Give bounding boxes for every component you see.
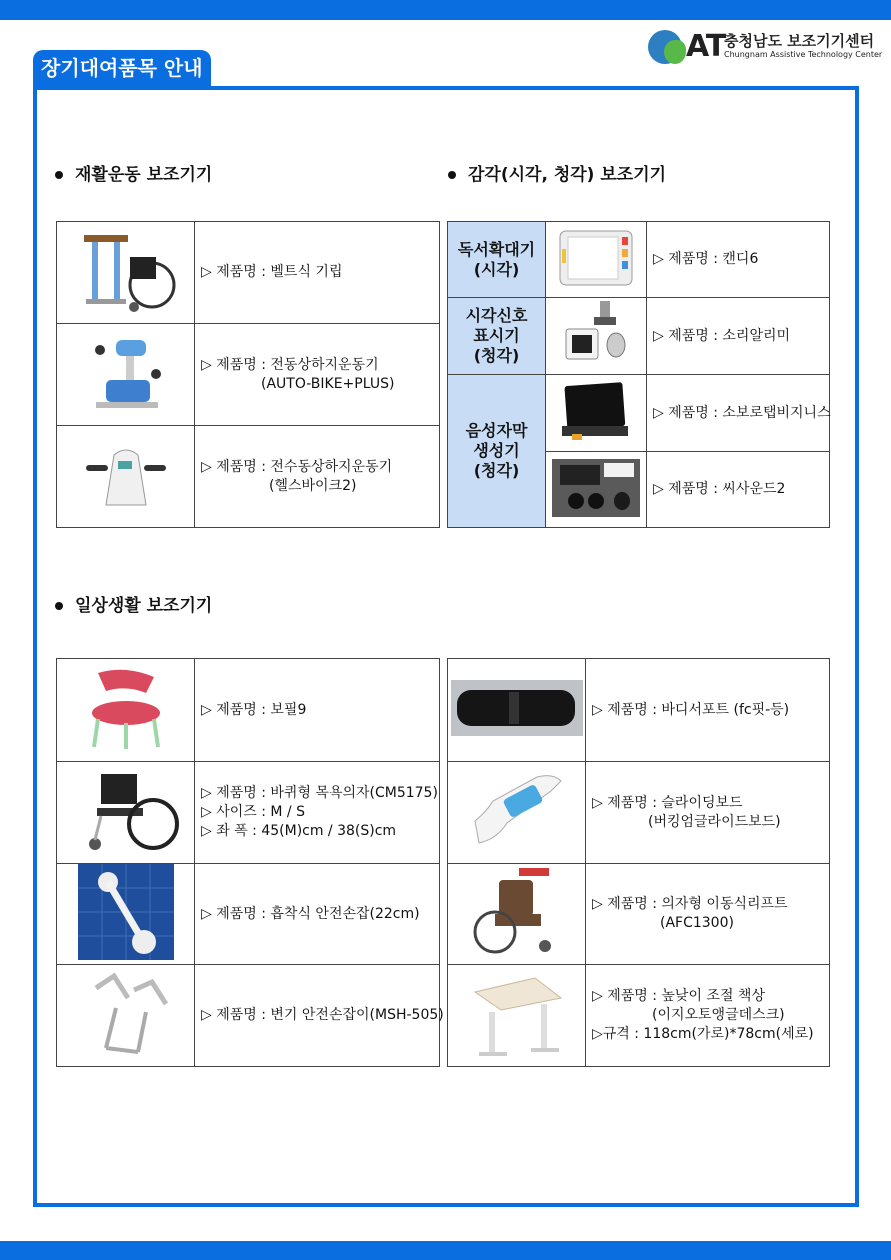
product-desc	[195, 762, 440, 864]
desc-line: ▷규격 : 118cm(가로)*78cm(세로)	[592, 1026, 814, 1042]
bath-chair-icon	[76, 665, 176, 751]
table-row	[448, 659, 830, 762]
body-support-icon	[451, 680, 583, 736]
desc-line: ▷ 제품명 : 흡착식 안전손잡(22cm)	[201, 905, 420, 922]
top-bar	[0, 0, 891, 20]
sliding-board-icon	[467, 771, 567, 851]
table-row	[57, 762, 440, 864]
desc-line: ▷ 제품명 : 씨사운드2	[653, 481, 786, 497]
table-row	[57, 864, 440, 965]
desc-line: ▷ 제품명 : 슬라이딩보드	[592, 794, 743, 811]
product-desc	[195, 324, 440, 426]
desc-line: ▷ 제품명 : 변기 안전손잡이(MSH-505)	[201, 1007, 444, 1023]
desc-line: (AUTO-BIKE+PLUS)	[261, 375, 395, 392]
product-desc	[647, 222, 830, 298]
bullet-icon	[55, 171, 63, 179]
logo-name-ko: 충청남도 보조기기센터	[724, 32, 875, 50]
product-desc	[195, 659, 440, 762]
product-image-cell	[546, 298, 647, 375]
desc-line: ▷ 제품명 : 바퀴형 목욕의자(CM5175)	[201, 785, 438, 801]
desc-line: (헬스바이크2)	[269, 477, 357, 494]
section-sensory-label: 감각(시각, 청각) 보조기기	[468, 165, 667, 185]
motor-exerciser-icon	[76, 330, 176, 416]
category-magnifier: 독서확대기 (시각)	[448, 222, 546, 298]
daily-left-table	[56, 658, 444, 1067]
pedal-exerciser-icon	[76, 435, 176, 515]
product-desc	[647, 298, 830, 375]
product-desc	[647, 452, 830, 528]
glasses-kit-icon	[550, 457, 642, 519]
product-image-cell	[57, 659, 195, 762]
section-rehab-label: 재활운동 보조기기	[75, 165, 213, 185]
product-desc	[195, 864, 440, 965]
product-desc	[586, 762, 830, 864]
product-desc	[195, 965, 444, 1067]
table-row	[57, 324, 440, 426]
product-image-cell	[57, 864, 195, 965]
lift-chair-icon	[469, 866, 565, 958]
desc-line: ▷ 제품명 : 바디서포트 (fc핏-등)	[592, 701, 790, 718]
category-caption: 음성자막 생성기 (청각)	[448, 375, 546, 528]
toilet-rail-icon	[76, 968, 176, 1060]
product-desc	[195, 222, 440, 324]
product-image-cell	[57, 965, 195, 1067]
desc-line: ▷ 제품명 : 소리알리미	[653, 327, 791, 344]
desc-line: (AFC1300)	[660, 915, 734, 931]
product-image-cell	[57, 762, 195, 864]
bottom-bar	[0, 1241, 891, 1260]
desc-line: ▷ 제품명 : 캔디6	[653, 251, 759, 267]
product-desc	[647, 375, 830, 452]
center-logo	[648, 28, 888, 68]
bullet-icon	[448, 171, 456, 179]
logo-at: AT	[686, 29, 726, 64]
magnifier-device-icon	[556, 227, 636, 289]
desc-line: ▷ 제품명 : 벨트식 기립	[201, 264, 343, 280]
product-image-cell	[546, 375, 647, 452]
section-daily	[55, 591, 212, 616]
tablet-icon	[558, 378, 634, 444]
product-image-cell	[546, 452, 647, 528]
product-image-cell	[57, 426, 195, 528]
table-row	[448, 864, 830, 965]
desc-line: ▷ 사이즈 : M / S	[201, 804, 305, 820]
product-desc	[586, 965, 830, 1067]
table-row	[57, 222, 440, 324]
desc-line: ▷ 좌 폭 : 45(M)cm / 38(S)cm	[201, 823, 397, 839]
table-row	[57, 965, 440, 1067]
table-row	[57, 426, 440, 528]
desc-line: ▷ 제품명 : 높낮이 조절 책상	[592, 988, 765, 1004]
table-row	[448, 298, 830, 375]
product-image-cell	[57, 222, 195, 324]
desc-line: ▷ 제품명 : 의자형 이동식리프트	[592, 896, 788, 912]
section-rehab	[55, 160, 212, 185]
page-title: 장기대여품목 안내	[33, 50, 211, 86]
table-row	[448, 965, 830, 1067]
table-row	[448, 222, 830, 298]
bullet-icon	[55, 602, 63, 610]
signal-device-icon	[556, 299, 636, 369]
logo-name-en: Chungnam Assistive Technology Center	[724, 50, 883, 59]
desc-line: ▷ 제품명 : 전수동상하지운동기	[201, 458, 393, 475]
rehab-0-lines	[201, 263, 439, 282]
standing-frame-icon	[70, 227, 182, 315]
section-daily-label: 일상생활 보조기기	[75, 596, 213, 616]
daily-right-table	[447, 658, 830, 1067]
product-image-cell	[448, 965, 586, 1067]
product-image-cell	[448, 659, 586, 762]
product-desc	[586, 864, 830, 965]
product-image-cell	[448, 864, 586, 965]
desc-line: ▷ 제품명 : 보필9	[201, 701, 307, 718]
section-sensory	[448, 160, 666, 185]
logo-leaf-icon	[664, 40, 686, 64]
category-signal: 시각신호 표시기 (청각)	[448, 298, 546, 375]
desc-line: (이지오토앵글데스크)	[652, 1007, 785, 1023]
grab-bar-icon	[78, 864, 174, 960]
table-row	[57, 659, 440, 762]
product-image-cell	[57, 324, 195, 426]
table-row	[448, 375, 830, 452]
product-desc	[586, 659, 830, 762]
shower-wheelchair-icon	[71, 768, 181, 854]
product-image-cell	[448, 762, 586, 864]
product-image-cell	[546, 222, 647, 298]
table-row	[448, 762, 830, 864]
desc-line: (버킹엄글라이드보드)	[648, 813, 781, 830]
desc-line: ▷ 제품명 : 전동상하지운동기	[201, 356, 379, 373]
rehab-table	[56, 221, 440, 528]
desk-icon	[465, 968, 569, 1060]
sensory-table	[447, 221, 830, 528]
product-desc	[195, 426, 440, 528]
desc-line: ▷ 제품명 : 소보로탭비지니스	[653, 404, 831, 421]
